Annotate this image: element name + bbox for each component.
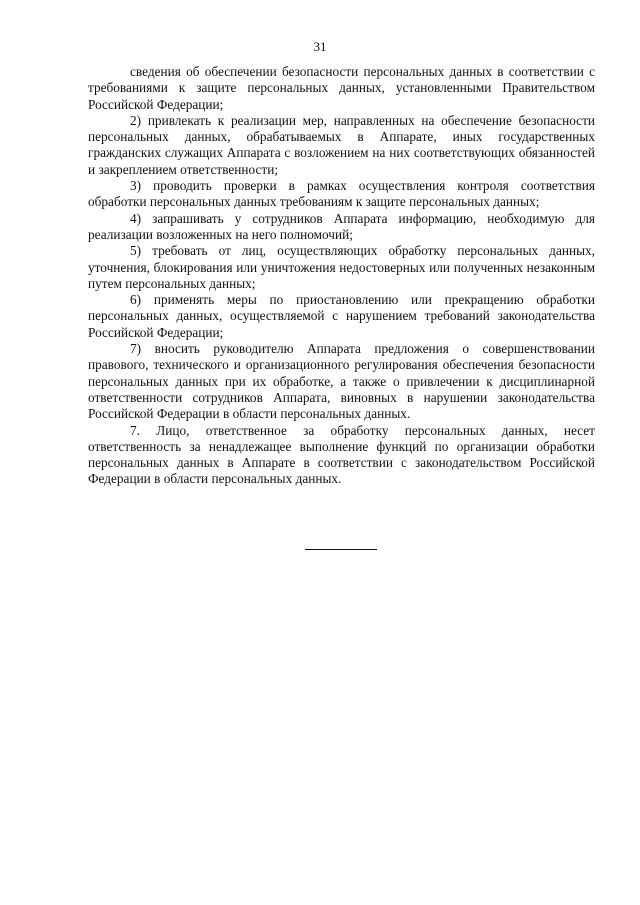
end-divider [305,549,377,550]
paragraph-item-5: 5) требовать от лиц, осуществляющих обработку персональных данных, уточнения, блокирования или уничтожения недостоверных или полученных незаконным путем персональных данных; [88,243,595,291]
document-body [88,64,595,488]
paragraph-item-6: 6) применять меры по приостановлению или прекращению обработки персональных данных, осуществляемой с нарушением требований законодательства Российской Федерации; [88,292,595,340]
paragraph-item-7: 7) вносить руководителю Аппарата предложения о совершенствовании правового, технического и организационного регулирования обеспечения безопасности персональных данных при их обработке, а также о привлечении к дисциплинарной ответственности сотрудников Аппарата, виновных в нарушении законодательства Российской Федерации в области персональных данных. [88,341,595,422]
paragraph-item-2: 2) привлекать к реализации мер, направленных на обеспечение безопасности персональных данных, обрабатываемых в Аппарате, иных государственных гражданских служащих Аппарата с возложением на них соответствующих обязанностей и закреплением ответственности; [88,112,595,177]
page-number: 31 [313,39,327,54]
paragraph-item-4: 4) запрашивать у сотрудников Аппарата информацию, необходимую для реализации возложенных на него полномочий; [88,210,595,242]
paragraph-item-3: 3) проводить проверки в рамках осуществления контроля соответствия обработки персональных данных требованиям к защите персональных данных; [88,178,595,210]
paragraph-continuation: сведения об обеспечении безопасности персональных данных в соответствии с требованиями к защите персональных данных, установленными Правительством Российской Федерации; [88,64,595,112]
paragraph-section-7: 7. Лицо, ответственное за обработку персональных данных, несет ответственность за ненадлежащее выполнение функций по организации обработки персональных данных в Аппарате в соответствии с законодательством Российской Федерации в области персональных данных. [88,422,595,487]
